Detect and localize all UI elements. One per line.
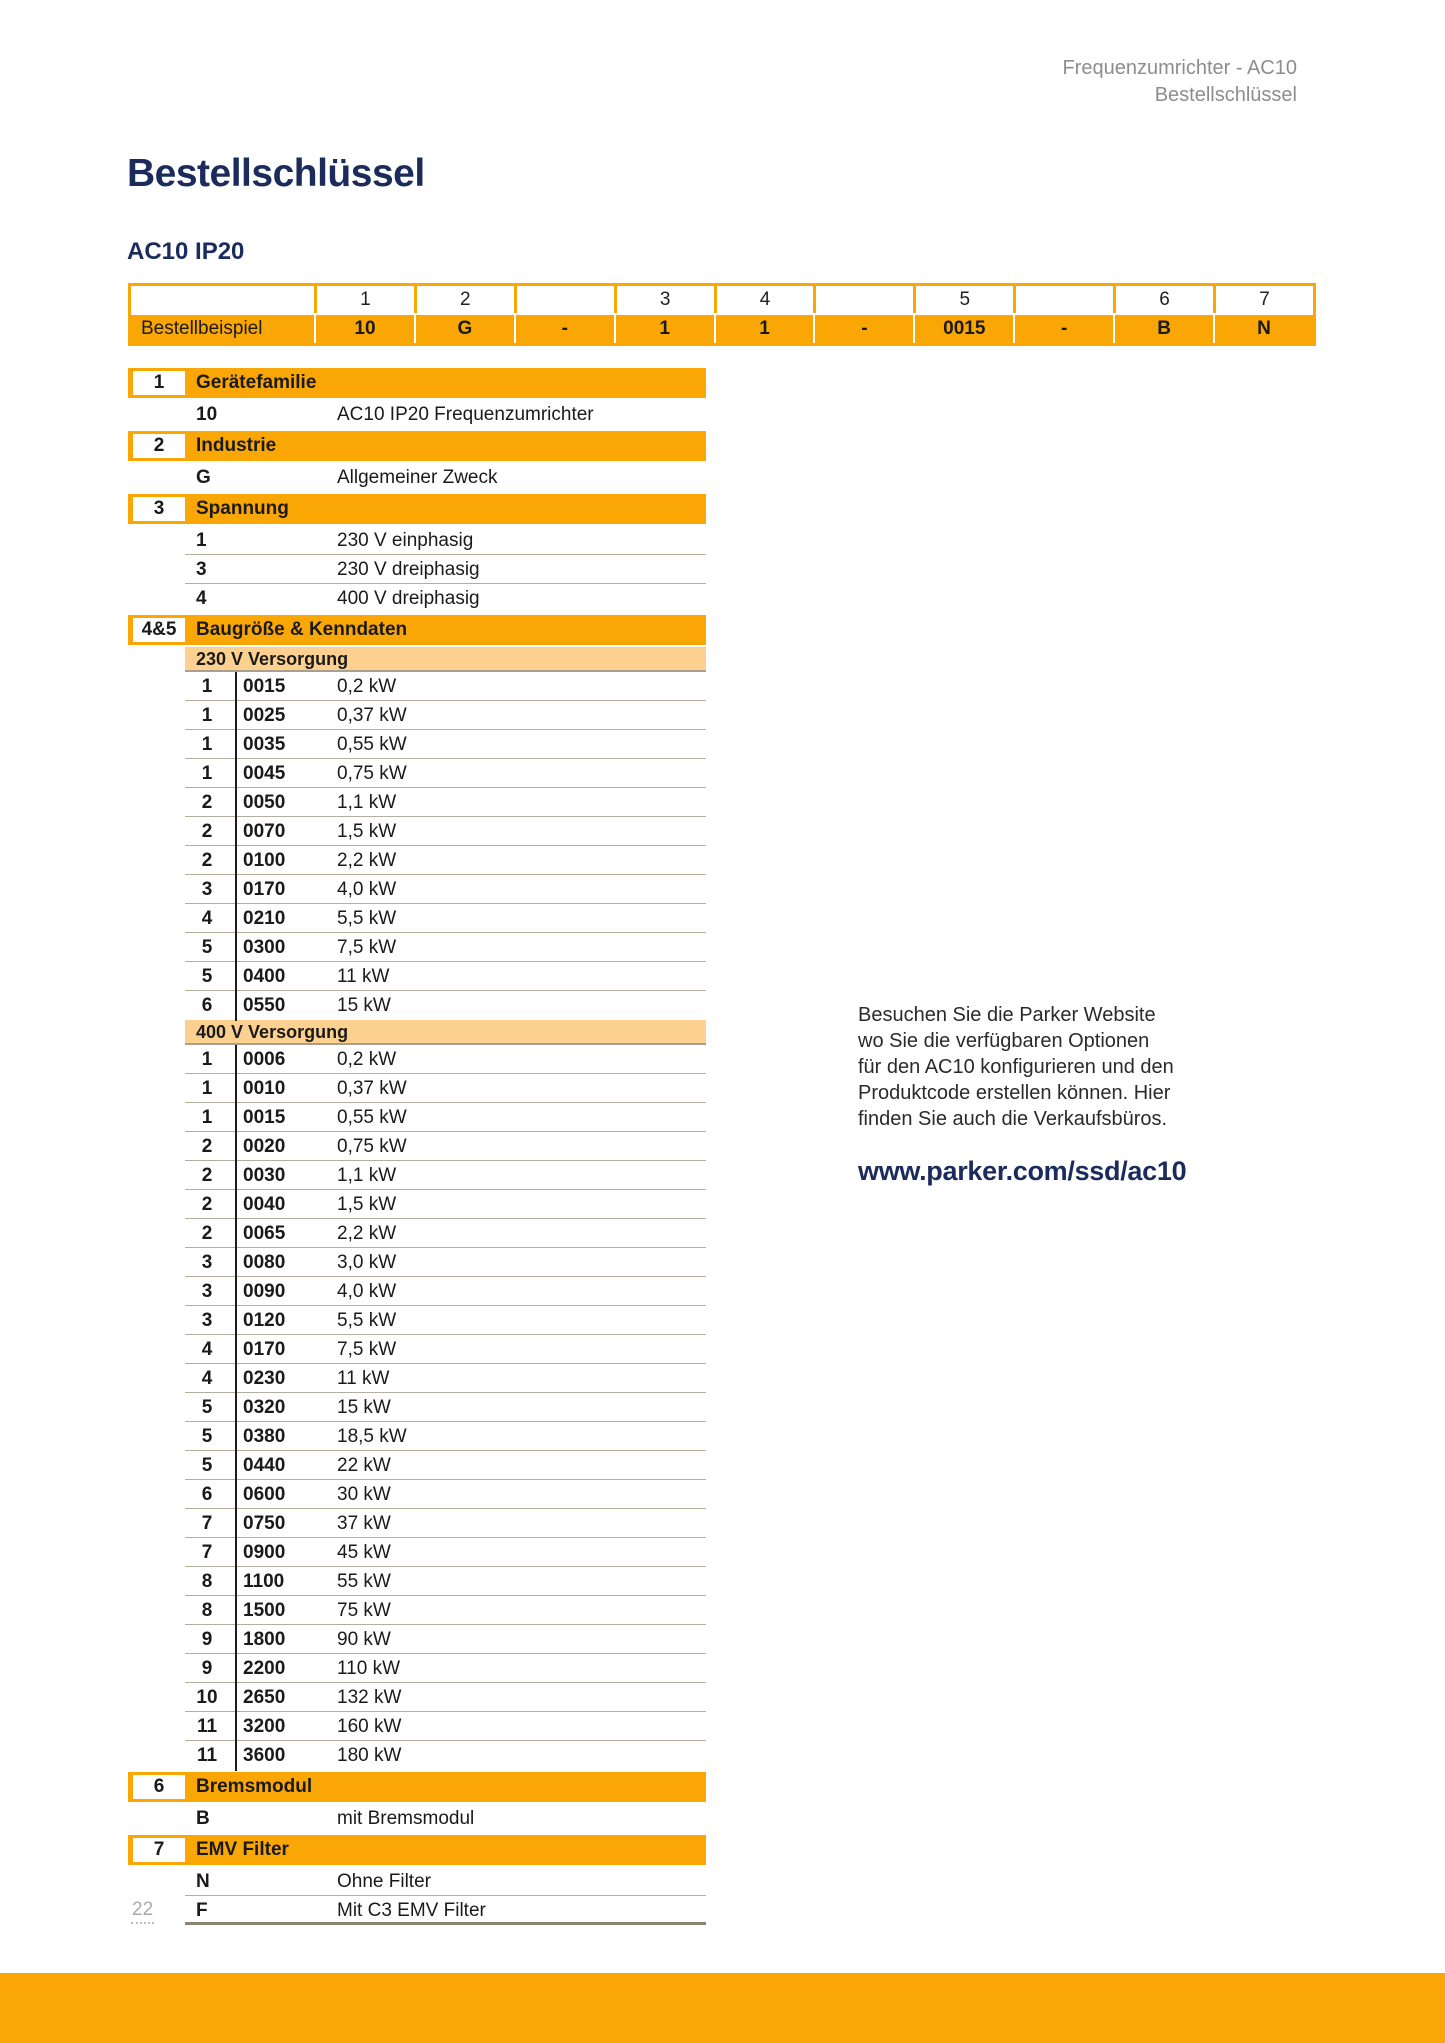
power-rating: 0,37 kW bbox=[337, 705, 407, 726]
power-rating: 4,0 kW bbox=[337, 879, 397, 900]
section-header bbox=[128, 1835, 706, 1865]
frame-size: 2 bbox=[201, 1136, 213, 1157]
option-code: F bbox=[196, 1900, 208, 1921]
size-row bbox=[185, 759, 706, 788]
website-note-line: für den AC10 konfigurieren und den bbox=[858, 1056, 1174, 1078]
rows-block bbox=[185, 526, 706, 613]
power-rating: 1,1 kW bbox=[337, 1165, 397, 1186]
rating-code: 0550 bbox=[243, 995, 286, 1016]
size-row bbox=[185, 1161, 706, 1190]
power-rating: 1,1 kW bbox=[337, 792, 397, 813]
frame-size: 2 bbox=[201, 1223, 213, 1244]
option-code: 10 bbox=[196, 404, 218, 425]
size-row bbox=[185, 1422, 706, 1451]
rating-code: 0900 bbox=[243, 1542, 286, 1563]
frame-size: 8 bbox=[201, 1571, 213, 1592]
frame-size: 7 bbox=[201, 1513, 213, 1534]
order-example-code-cell: - bbox=[514, 313, 614, 343]
rating-code: 3600 bbox=[243, 1745, 286, 1766]
option-row bbox=[185, 1867, 706, 1896]
option-code: 3 bbox=[196, 559, 207, 580]
option-description: Ohne Filter bbox=[337, 1871, 431, 1892]
section-header bbox=[128, 431, 706, 461]
frame-size: 5 bbox=[201, 937, 213, 958]
option-description: 230 V einphasig bbox=[337, 530, 474, 551]
section-title: Gerätefamilie bbox=[196, 372, 317, 393]
frame-size: 1 bbox=[201, 763, 213, 784]
size-row bbox=[185, 1480, 706, 1509]
frame-size: 1 bbox=[201, 734, 213, 755]
option-code: G bbox=[196, 467, 211, 488]
rating-code: 0600 bbox=[243, 1484, 286, 1505]
size-row bbox=[185, 1045, 706, 1074]
option-row bbox=[185, 1804, 706, 1833]
frame-size: 9 bbox=[201, 1658, 213, 1679]
rating-code: 0010 bbox=[243, 1078, 286, 1099]
rating-code: 0120 bbox=[243, 1310, 286, 1331]
size-row bbox=[185, 1074, 706, 1103]
rating-code: 0065 bbox=[243, 1223, 286, 1244]
rating-code: 0045 bbox=[243, 763, 286, 784]
size-row bbox=[185, 1248, 706, 1277]
frame-size: 5 bbox=[201, 1426, 213, 1447]
frame-size: 5 bbox=[201, 966, 213, 987]
page-title: Bestellschlüssel bbox=[127, 152, 425, 195]
power-rating: 3,0 kW bbox=[337, 1252, 397, 1273]
rating-code: 1500 bbox=[243, 1600, 286, 1621]
power-rating: 2,2 kW bbox=[337, 850, 397, 871]
section-number-box: 6 bbox=[133, 1775, 185, 1799]
rating-code: 0080 bbox=[243, 1252, 286, 1273]
frame-size: 3 bbox=[201, 1310, 213, 1331]
power-rating: 11 kW bbox=[337, 1368, 390, 1389]
blank-cell bbox=[514, 286, 614, 313]
website-note-line: finden Sie auch die Verkaufsbüros. bbox=[858, 1108, 1168, 1130]
size-row bbox=[185, 1509, 706, 1538]
blank-cell bbox=[1013, 286, 1113, 313]
size-row bbox=[185, 1132, 706, 1161]
parker-url-link[interactable]: www.parker.com/ssd/ac10 bbox=[858, 1156, 1187, 1186]
option-code: 1 bbox=[196, 530, 207, 551]
size-row bbox=[185, 1393, 706, 1422]
size-row bbox=[185, 1596, 706, 1625]
rating-code: 0380 bbox=[243, 1426, 286, 1447]
section-title: Baugröße & Kenndaten bbox=[196, 619, 408, 640]
footer-accent-bar bbox=[0, 1973, 1445, 2043]
power-rating: 0,55 kW bbox=[337, 734, 407, 755]
frame-size: 2 bbox=[201, 821, 213, 842]
rating-code: 2200 bbox=[243, 1658, 286, 1679]
rating-code: 0750 bbox=[243, 1513, 286, 1534]
order-example-code-cell: G bbox=[414, 313, 514, 343]
frame-size: 10 bbox=[196, 1687, 218, 1708]
rating-code: 0035 bbox=[243, 734, 286, 755]
section-title: Industrie bbox=[196, 435, 277, 456]
rating-code: 0210 bbox=[243, 908, 286, 929]
frame-size: 2 bbox=[201, 850, 213, 871]
rating-code: 0070 bbox=[243, 821, 286, 842]
power-rating: 15 kW bbox=[337, 995, 391, 1016]
blank-cell bbox=[813, 286, 913, 313]
website-note-line: wo Sie die verfügbaren Optionen bbox=[858, 1030, 1150, 1052]
section-number-box: 2 bbox=[133, 434, 185, 458]
option-row bbox=[185, 400, 706, 429]
frame-size: 3 bbox=[201, 1281, 213, 1302]
rating-code: 3200 bbox=[243, 1716, 286, 1737]
size-row bbox=[185, 1451, 706, 1480]
option-description: mit Bremsmodul bbox=[337, 1808, 475, 1829]
order-example-code-cell: 0015 bbox=[913, 313, 1013, 343]
website-note-line: Besuchen Sie die Parker Website bbox=[858, 1004, 1156, 1026]
rating-code: 0400 bbox=[243, 966, 286, 987]
rating-code: 0170 bbox=[243, 879, 286, 900]
order-example-code-cell: 10 bbox=[314, 313, 414, 343]
rating-code: 0015 bbox=[243, 1107, 286, 1128]
size-row bbox=[185, 1190, 706, 1219]
section-header bbox=[128, 615, 706, 645]
power-rating: 90 kW bbox=[337, 1629, 391, 1650]
rows-block bbox=[185, 1804, 706, 1833]
rating-code: 1100 bbox=[243, 1571, 285, 1592]
size-row bbox=[185, 1277, 706, 1306]
size-row bbox=[185, 875, 706, 904]
frame-size: 1 bbox=[201, 705, 213, 726]
website-note-line: Produktcode erstellen können. Hier bbox=[858, 1082, 1171, 1104]
section-title: EMV Filter bbox=[196, 1839, 289, 1860]
size-row bbox=[185, 1654, 706, 1683]
rating-code: 0025 bbox=[243, 705, 286, 726]
size-row bbox=[185, 1335, 706, 1364]
position-number-cell: 5 bbox=[913, 286, 1013, 313]
order-example-code-cell: B bbox=[1113, 313, 1213, 343]
frame-size: 4 bbox=[201, 908, 213, 929]
option-description: 400 V dreiphasig bbox=[337, 588, 480, 609]
rating-code: 0090 bbox=[243, 1281, 286, 1302]
option-code: B bbox=[196, 1808, 210, 1829]
size-row bbox=[185, 1306, 706, 1335]
option-row bbox=[185, 1896, 706, 1925]
section-number-box: 7 bbox=[133, 1838, 185, 1862]
power-rating: 0,55 kW bbox=[337, 1107, 407, 1128]
power-rating: 110 kW bbox=[337, 1658, 401, 1679]
rating-code: 0300 bbox=[243, 937, 286, 958]
page-number: 22 bbox=[131, 1899, 154, 1924]
option-row bbox=[185, 584, 706, 613]
power-rating: 45 kW bbox=[337, 1542, 391, 1563]
size-row bbox=[185, 1683, 706, 1712]
option-row bbox=[185, 555, 706, 584]
position-number-cell: 1 bbox=[314, 286, 414, 313]
power-rating: 5,5 kW bbox=[337, 908, 397, 929]
size-row bbox=[185, 962, 706, 991]
power-rating: 2,2 kW bbox=[337, 1223, 397, 1244]
blank-cell bbox=[131, 286, 314, 313]
power-rating: 75 kW bbox=[337, 1600, 391, 1621]
website-note bbox=[858, 1002, 1258, 1187]
frame-size: 6 bbox=[201, 1484, 213, 1505]
option-description: 230 V dreiphasig bbox=[337, 559, 480, 580]
rows-block bbox=[185, 400, 706, 429]
size-row bbox=[185, 1103, 706, 1132]
position-number-cell: 2 bbox=[414, 286, 514, 313]
power-rating: 18,5 kW bbox=[337, 1426, 407, 1447]
power-rating: 7,5 kW bbox=[337, 937, 397, 958]
voltage-subheader: 400 V Versorgung bbox=[185, 1020, 706, 1045]
frame-size: 3 bbox=[201, 1252, 213, 1273]
section-header bbox=[128, 494, 706, 524]
power-rating: 5,5 kW bbox=[337, 1310, 397, 1331]
power-rating: 15 kW bbox=[337, 1397, 391, 1418]
size-row bbox=[185, 1364, 706, 1393]
rating-code: 0006 bbox=[243, 1049, 286, 1070]
size-row bbox=[185, 730, 706, 759]
rating-code: 0170 bbox=[243, 1339, 286, 1360]
doc-header-product: Frequenzumrichter - AC10 bbox=[1062, 57, 1297, 79]
size-row bbox=[185, 817, 706, 846]
size-row bbox=[185, 1538, 706, 1567]
size-row bbox=[185, 991, 706, 1020]
rating-code: 2650 bbox=[243, 1687, 286, 1708]
frame-size: 2 bbox=[201, 1165, 213, 1186]
power-rating: 0,2 kW bbox=[337, 676, 397, 697]
size-row bbox=[185, 788, 706, 817]
frame-size: 1 bbox=[201, 1078, 213, 1099]
rating-code: 0050 bbox=[243, 792, 286, 813]
frame-size: 1 bbox=[201, 676, 213, 697]
power-rating: 180 kW bbox=[337, 1745, 402, 1766]
frame-size: 5 bbox=[201, 1455, 213, 1476]
page-subtitle: AC10 IP20 bbox=[127, 238, 245, 265]
size-row bbox=[185, 1712, 706, 1741]
order-example-table bbox=[128, 283, 1316, 346]
order-example-code-cell: - bbox=[813, 313, 913, 343]
option-code: 4 bbox=[196, 588, 207, 609]
frame-size: 8 bbox=[201, 1600, 213, 1621]
option-description: Mit C3 EMV Filter bbox=[337, 1900, 486, 1921]
frame-size: 6 bbox=[201, 995, 213, 1016]
power-rating: 0,37 kW bbox=[337, 1078, 407, 1099]
doc-header bbox=[1062, 55, 1297, 109]
power-rating: 0,2 kW bbox=[337, 1049, 397, 1070]
frame-size: 7 bbox=[201, 1542, 213, 1563]
power-rating: 1,5 kW bbox=[337, 821, 397, 842]
order-example-code-cell: 1 bbox=[714, 313, 814, 343]
order-example-label: Bestellbeispiel bbox=[131, 313, 314, 343]
frame-size: 1 bbox=[201, 1049, 213, 1070]
power-rating: 0,75 kW bbox=[337, 1136, 407, 1157]
rating-code: 0020 bbox=[243, 1136, 286, 1157]
size-row bbox=[185, 904, 706, 933]
rating-code: 0320 bbox=[243, 1397, 286, 1418]
section-title: Bremsmodul bbox=[196, 1776, 313, 1797]
size-row bbox=[185, 701, 706, 730]
power-rating: 37 kW bbox=[337, 1513, 391, 1534]
frame-size: 11 bbox=[196, 1716, 218, 1737]
power-rating: 160 kW bbox=[337, 1716, 402, 1737]
section-number-box: 4&5 bbox=[133, 618, 185, 642]
size-row bbox=[185, 1741, 706, 1770]
size-row bbox=[185, 1219, 706, 1248]
power-rating: 7,5 kW bbox=[337, 1339, 397, 1360]
rows-block bbox=[185, 1045, 706, 1770]
rating-code: 0040 bbox=[243, 1194, 286, 1215]
website-note-text bbox=[858, 1002, 1258, 1132]
section-number-box: 3 bbox=[133, 497, 185, 521]
power-rating: 4,0 kW bbox=[337, 1281, 397, 1302]
frame-size: 3 bbox=[201, 879, 213, 900]
frame-size: 1 bbox=[201, 1107, 213, 1128]
position-number-cell: 6 bbox=[1113, 286, 1213, 313]
power-rating: 30 kW bbox=[337, 1484, 391, 1505]
option-description: Allgemeiner Zweck bbox=[337, 467, 498, 488]
power-rating: 11 kW bbox=[337, 966, 390, 987]
frame-size: 2 bbox=[201, 1194, 213, 1215]
size-row bbox=[185, 846, 706, 875]
doc-header-section: Bestellschlüssel bbox=[1154, 84, 1297, 106]
frame-size: 4 bbox=[201, 1339, 213, 1360]
option-description: AC10 IP20 Frequenzumrichter bbox=[337, 404, 594, 425]
rating-code: 0230 bbox=[243, 1368, 286, 1389]
frame-size: 5 bbox=[201, 1397, 213, 1418]
section-header bbox=[128, 368, 706, 398]
size-row bbox=[185, 933, 706, 962]
rows-block bbox=[185, 672, 706, 1020]
size-row bbox=[185, 1567, 706, 1596]
option-row bbox=[185, 526, 706, 555]
order-example-code-cell: - bbox=[1013, 313, 1113, 343]
frame-size: 4 bbox=[201, 1368, 213, 1389]
power-rating: 132 kW bbox=[337, 1687, 402, 1708]
rating-code: 0440 bbox=[243, 1455, 286, 1476]
option-code: N bbox=[196, 1871, 210, 1892]
frame-size: 11 bbox=[196, 1745, 218, 1766]
size-row bbox=[185, 672, 706, 701]
order-key-table bbox=[128, 366, 706, 1925]
position-number-cell: 7 bbox=[1213, 286, 1313, 313]
order-example-code-cell: 1 bbox=[614, 313, 714, 343]
section-header bbox=[128, 1772, 706, 1802]
position-number-cell: 4 bbox=[714, 286, 814, 313]
power-rating: 1,5 kW bbox=[337, 1194, 397, 1215]
rating-code: 0030 bbox=[243, 1165, 286, 1186]
position-numbers-row bbox=[131, 286, 1313, 313]
order-example-row bbox=[131, 313, 1313, 343]
section-title: Spannung bbox=[196, 498, 289, 519]
size-row bbox=[185, 1625, 706, 1654]
power-rating: 0,75 kW bbox=[337, 763, 407, 784]
rating-code: 1800 bbox=[243, 1629, 286, 1650]
rows-block bbox=[185, 463, 706, 492]
rating-code: 0100 bbox=[243, 850, 286, 871]
power-rating: 55 kW bbox=[337, 1571, 391, 1592]
rating-code: 0015 bbox=[243, 676, 286, 697]
section-number-box: 1 bbox=[133, 371, 185, 395]
position-number-cell: 3 bbox=[614, 286, 714, 313]
frame-size: 9 bbox=[201, 1629, 213, 1650]
option-row bbox=[185, 463, 706, 492]
rows-block bbox=[185, 1867, 706, 1925]
order-example-code-cell: N bbox=[1213, 313, 1313, 343]
voltage-subheader: 230 V Versorgung bbox=[185, 647, 706, 672]
power-rating: 22 kW bbox=[337, 1455, 391, 1476]
frame-size: 2 bbox=[201, 792, 213, 813]
